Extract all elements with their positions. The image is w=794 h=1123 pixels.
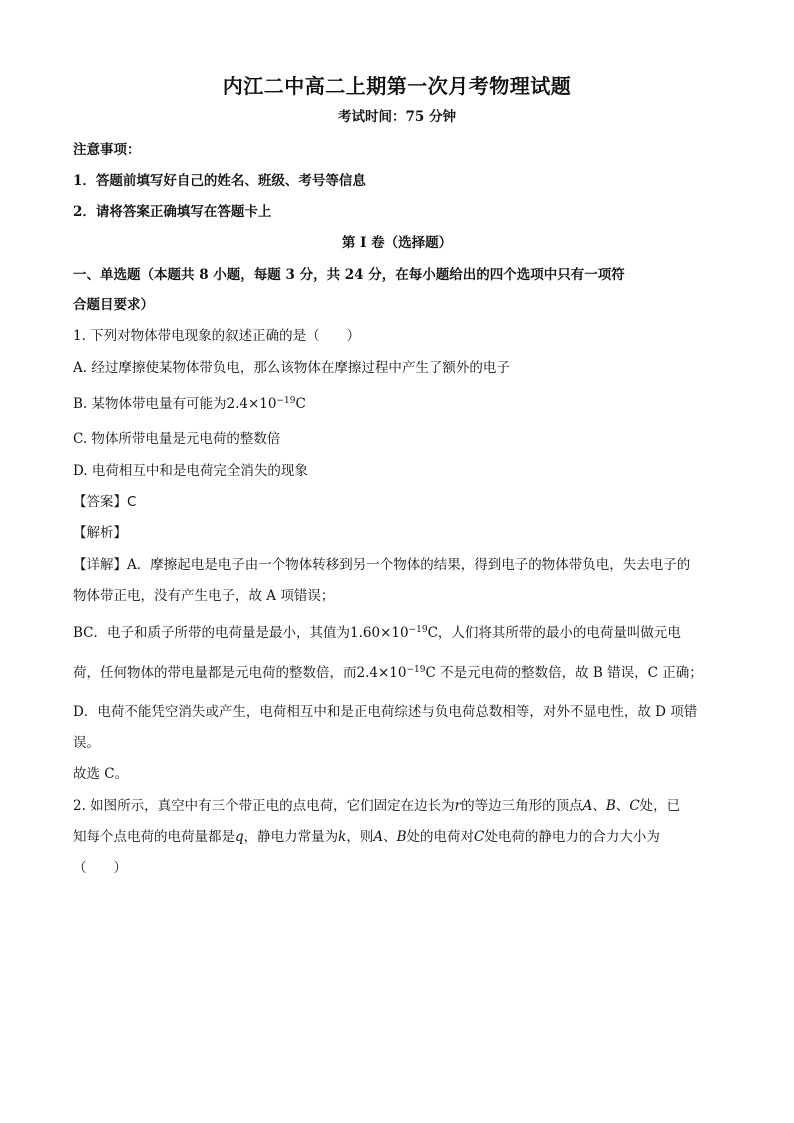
q2-sep: 、	[615, 798, 630, 814]
section-heading-line-1: 一、单选题（本题共 8 小题，每题 3 分，共 24 分，在每小题给出的四个选项中只有一项符	[73, 267, 625, 283]
volume-heading: 第 I 卷（选择题）	[341, 235, 453, 251]
bc2-exponent: −19	[406, 665, 426, 675]
option-b-exponent: −19	[276, 396, 296, 406]
q2-text: 的等边三角形的顶点	[461, 798, 583, 814]
var-r: r	[454, 798, 462, 814]
option-b-unit: C	[295, 396, 306, 412]
q2-text: ，静电力常量为	[243, 829, 339, 845]
question-1-option-a: A. 经过摩擦使某物体带负电，那么该物体在摩擦过程中产生了额外的电子	[73, 360, 510, 376]
bc-exponent: −19	[408, 625, 428, 635]
page-title: 内江二中高二上期第一次月考物理试题	[222, 74, 572, 98]
q2-sep: 、	[592, 798, 606, 814]
answer-value: C	[127, 494, 137, 510]
section-heading-line-2: 合题目要求）	[73, 297, 154, 313]
question-2-line-1	[73, 797, 714, 815]
detail-d-line-1: D．电荷不能凭空消失或产生，电荷相互中和是正电荷综述与负电荷总数相等，对外不显电性，故 D 项错	[73, 704, 698, 720]
answer-line	[73, 493, 714, 511]
bc2-number: 2.4×10	[356, 665, 407, 681]
q2-text: 处，已	[639, 798, 681, 814]
var-b: B	[396, 829, 407, 845]
bc-text-pre: BC．电子和质子所带的电荷量是最小，其值为	[73, 625, 350, 641]
question-1-option-b	[73, 395, 714, 413]
q2-text: 2. 如图所示，真空中有三个带正电的点电荷，它们固定在边长为	[73, 798, 455, 814]
question-1-option-d: D. 电荷相互中和是电荷完全消失的现象	[73, 463, 308, 479]
notice-item-1: 1．答题前填写好自己的姓名、班级、考号等信息	[73, 173, 366, 189]
question-2-line-3: （ ）	[73, 860, 127, 876]
analysis-label: 【解析】	[73, 525, 127, 541]
q2-text: 处的电荷对	[406, 829, 475, 845]
detail-line-2: 物体带正电，没有产生电子，故 A 项错误；	[73, 588, 335, 604]
q2-text: ，则	[346, 829, 374, 845]
option-b-text: B. 某物体带电量有可能为	[73, 396, 227, 412]
answer-label: 【答案】	[73, 494, 127, 510]
q2-sep: 、	[383, 829, 397, 845]
question-1-stem: 1. 下列对物体带电现象的叙述正确的是（ ）	[73, 328, 361, 344]
bc-text-post: C，人们将其所带的最小的电荷量叫做元电	[427, 625, 681, 641]
question-1-option-c: C. 物体所带电量是元电荷的整数倍	[73, 431, 281, 447]
conclusion-line: 故选 C。	[73, 766, 129, 782]
bc2-text-pre: 荷，任何物体的带电量都是元电荷的整数倍，而	[73, 665, 357, 681]
bc-number: 1.60×10	[350, 625, 409, 641]
var-a: A	[582, 798, 593, 814]
detail-bc-line-1	[73, 624, 714, 642]
detail-line-1: 【详解】A．摩擦起电是电子由一个物体转移到另一个物体的结果，得到电子的物体带负电，失去电子的	[73, 557, 691, 573]
question-2-line-2	[73, 828, 714, 846]
exam-time: 考试时间：75 分钟	[338, 109, 456, 125]
notice-item-2: 2．请将答案正确填写在答题卡上	[73, 204, 272, 220]
q2-text: 处电荷的静电力的合力大小为	[484, 829, 660, 845]
bc2-text-post: C 不是元电荷的整数倍，故 B 错误，C 正确；	[425, 665, 703, 681]
q2-text: 知每个点电荷的电荷量都是	[73, 829, 235, 845]
detail-d-line-2: 误。	[73, 735, 100, 751]
var-k: k	[338, 829, 347, 845]
notice-heading: 注意事项：	[73, 142, 141, 158]
var-q: q	[235, 829, 244, 845]
option-b-number: 2.4×10	[226, 396, 277, 412]
var-c: C	[474, 829, 485, 845]
var-c: C	[629, 798, 640, 814]
var-a: A	[373, 829, 384, 845]
detail-bc-line-2	[73, 664, 714, 682]
var-b: B	[605, 798, 616, 814]
